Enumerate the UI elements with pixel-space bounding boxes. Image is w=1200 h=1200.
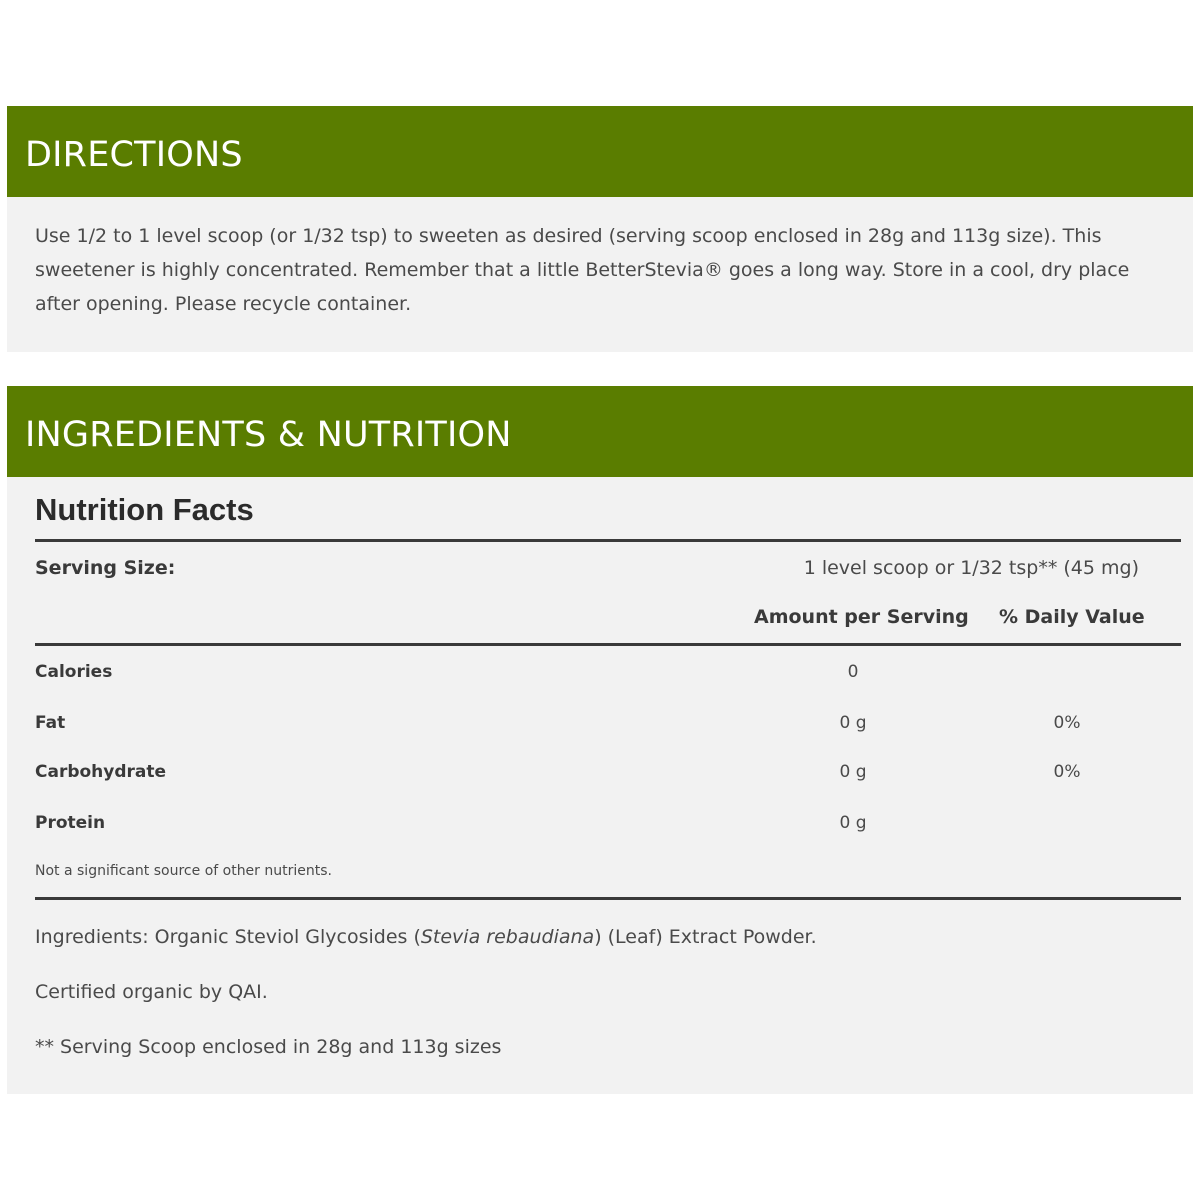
directions-section	[7, 106, 1193, 352]
ingredients-text	[35, 926, 817, 948]
ingredients-latin-name: Stevia rebaudiana	[420, 926, 595, 948]
directions-title: DIRECTIONS	[25, 134, 243, 175]
ingredients-header	[7, 386, 1193, 477]
ingredients-title: INGREDIENTS & NUTRITION	[25, 414, 512, 455]
nutrient-label-fat: Fat	[35, 713, 66, 733]
nutrient-amount-fat: 0 g	[839, 713, 867, 733]
nutrient-amount-protein: 0 g	[839, 813, 867, 833]
column-header-daily-value: % Daily Value	[999, 606, 1145, 628]
serving-size-label: Serving Size:	[35, 557, 176, 579]
nutrient-label-calories: Calories	[35, 662, 113, 682]
ingredients-suffix: ) (Leaf) Extract Powder.	[594, 926, 817, 948]
nutrient-label-protein: Protein	[35, 813, 106, 833]
footnote-text: ** Serving Scoop enclosed in 28g and 113g sizes	[35, 1036, 502, 1058]
nutrient-dv-carbohydrate: 0%	[1053, 762, 1081, 782]
column-header-amount: Amount per Serving	[754, 606, 969, 628]
nutrient-amount-carbohydrate: 0 g	[839, 762, 867, 782]
divider-top	[35, 539, 1181, 542]
serving-size-value: 1 level scoop or 1/32 tsp** (45 mg)	[803, 557, 1139, 579]
nutrient-dv-fat: 0%	[1053, 713, 1081, 733]
ingredients-prefix: Ingredients: Organic Steviol Glycosides (	[35, 926, 421, 948]
divider-header	[35, 643, 1181, 646]
nutrition-note: Not a significant source of other nutrients.	[35, 863, 332, 879]
nutrient-label-carbohydrate: Carbohydrate	[35, 762, 167, 782]
ingredients-section	[7, 386, 1193, 1094]
certified-text: Certified organic by QAI.	[35, 981, 268, 1003]
nutrient-amount-calories: 0	[847, 662, 859, 682]
directions-text: Use 1/2 to 1 level scoop (or 1/32 tsp) to sweeten as desired (serving scoop enclosed in 28g and 113g size). This sweetener is highly concentrated. Remember that a little BetterStevia® goes a long way. Store in a cool, dry place after opening. Please recycle container.	[35, 225, 1130, 315]
directions-header	[7, 106, 1193, 197]
nutrition-facts-title: Nutrition Facts	[35, 492, 254, 527]
divider-bottom	[35, 897, 1181, 900]
